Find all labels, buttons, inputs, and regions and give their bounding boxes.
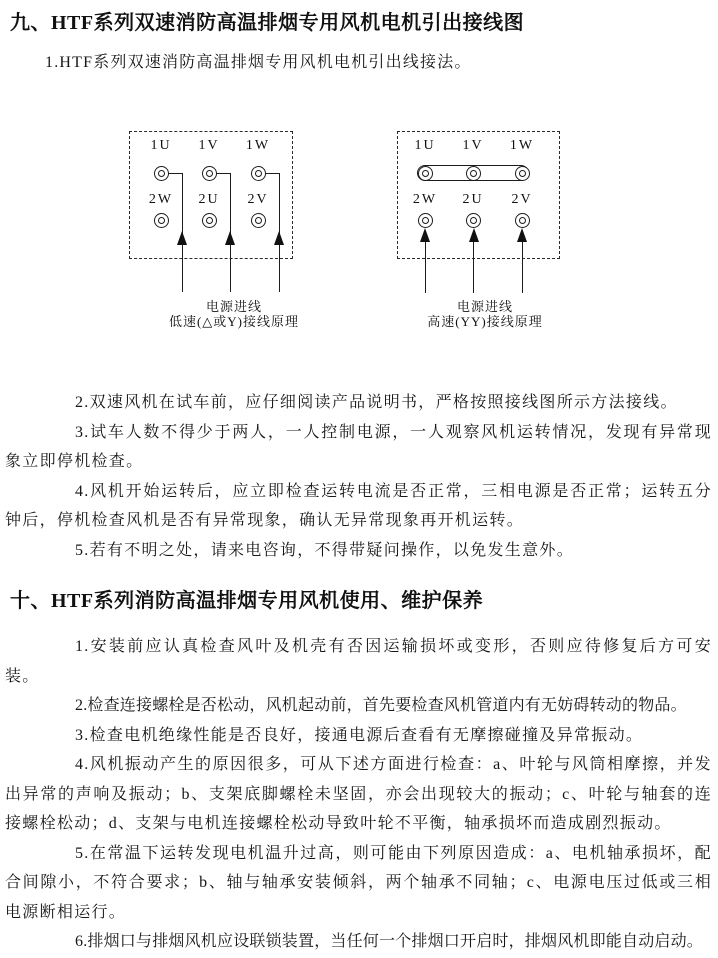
low-speed-caption: [129, 299, 339, 329]
paragraph: 5.在常温下运转发现电机温升过高，则可能由下列原因造成：a、电机轴承损坏，配合间隙小，不符合要求；b、轴与轴承安装倾斜，两个轴承不同轴；c、电源电压过低或三相电源断相运行。: [5, 844, 712, 921]
terminal-label-2u: 2U: [462, 192, 484, 207]
wire: [522, 236, 523, 293]
wire: [425, 236, 426, 293]
terminal-icon: [515, 213, 530, 228]
wire: [217, 173, 231, 174]
terminal-icon: [154, 213, 169, 228]
high-speed-caption: [380, 299, 590, 329]
terminal-icon: [202, 166, 217, 181]
terminal-icon: [418, 166, 433, 181]
terminal-icon: [251, 213, 266, 228]
arrow-up-icon: [420, 228, 430, 242]
paragraph: 3.检查电机绝缘性能是否良好，接通电源后查看有无摩擦碰撞及异常振动。: [75, 726, 644, 744]
power-input-label: 电源进线: [456, 299, 513, 314]
paragraph: 3.试车人数不得少于两人，一人控制电源，一人观察风机运转情况，发现有异常现象立即停机检查。: [5, 423, 712, 470]
paragraph: 2.检查连接螺栓是否松动，风机起动前，首先要检查风机管道内有无妨碍转动的物品。: [75, 697, 687, 714]
terminal-label-1v: 1V: [198, 138, 220, 153]
terminal-label-1w: 1W: [509, 138, 535, 153]
terminal-icon: [202, 213, 217, 228]
terminal-label-2w: 2W: [412, 192, 438, 207]
terminal-label-2v: 2V: [247, 192, 269, 207]
paragraph: 5.若有不明之处，请来电咨询，不得带疑问操作，以免发生意外。: [75, 541, 575, 559]
terminal-label-1u: 1U: [414, 138, 436, 153]
section10-body: [5, 632, 712, 957]
high-speed-principle-label: 高速(YY)接线原理: [427, 314, 543, 329]
terminal-icon: [466, 213, 481, 228]
terminal-label-2u: 2U: [198, 192, 220, 207]
terminal-icon: [466, 166, 481, 181]
terminal-label-1w: 1W: [245, 138, 271, 153]
terminal-icon: [251, 166, 266, 181]
arrow-up-icon: [177, 231, 187, 245]
paragraph: 2.双速风机在试车前，应仔细阅读产品说明书，严格按照接线图所示方法接线。: [75, 394, 678, 411]
terminal-icon: [154, 166, 169, 181]
terminal-label-2v: 2V: [511, 192, 533, 207]
low-speed-principle-label: 低速(△或Y)接线原理: [168, 314, 300, 329]
terminal-icon: [418, 213, 433, 228]
paragraph: 4.风机振动产生的原因很多，可从下述方面进行检查：a、叶轮与风筒相摩擦，并发出异常的声响及振动；b、支架底脚螺栓未坚固，亦会出现较大的振动；c、叶轮与轴套的连接螺栓松动；d、支架与电机连接螺栓松动导致叶轮不平衡，轴承损坏而造成剧烈振动。: [5, 756, 712, 832]
terminal-label-1v: 1V: [462, 138, 484, 153]
arrow-up-icon: [469, 228, 479, 242]
terminal-icon: [515, 166, 530, 181]
section9-heading: 九、HTF系列双速消防高温排烟专用风机电机引出接线图: [10, 12, 525, 34]
paragraph: 6.排烟口与排烟风机应设联锁装置，当任何一个排烟口开启时，排烟风机即能自动启动。: [75, 933, 704, 950]
terminal-label-1u: 1U: [150, 138, 172, 153]
section10-heading: 十、HTF系列消防高温排烟专用风机使用、维护保养: [10, 590, 484, 612]
arrow-up-icon: [274, 231, 284, 245]
section9-body: [5, 388, 712, 565]
section9-intro: 1.HTF系列双速消防高温排烟专用风机电机引出线接法。: [45, 54, 472, 71]
power-input-label: 电源进线: [205, 299, 262, 314]
paragraph: 4.风机开始运转后，应立即检查运转电流是否正常，三相电源是否正常；运转五分钟后，停机检查风机是否有异常现象，确认无异常现象再开机运转。: [5, 482, 712, 529]
arrow-up-icon: [517, 228, 527, 242]
wire: [168, 173, 182, 174]
wire: [265, 173, 279, 174]
wire: [473, 236, 474, 293]
paragraph: 1.安装前应认真检查风叶及机壳有否因运输损坏或变形，否则应待修复后方可安装。: [5, 638, 712, 685]
arrow-up-icon: [225, 231, 235, 245]
terminal-label-2w: 2W: [148, 192, 174, 207]
